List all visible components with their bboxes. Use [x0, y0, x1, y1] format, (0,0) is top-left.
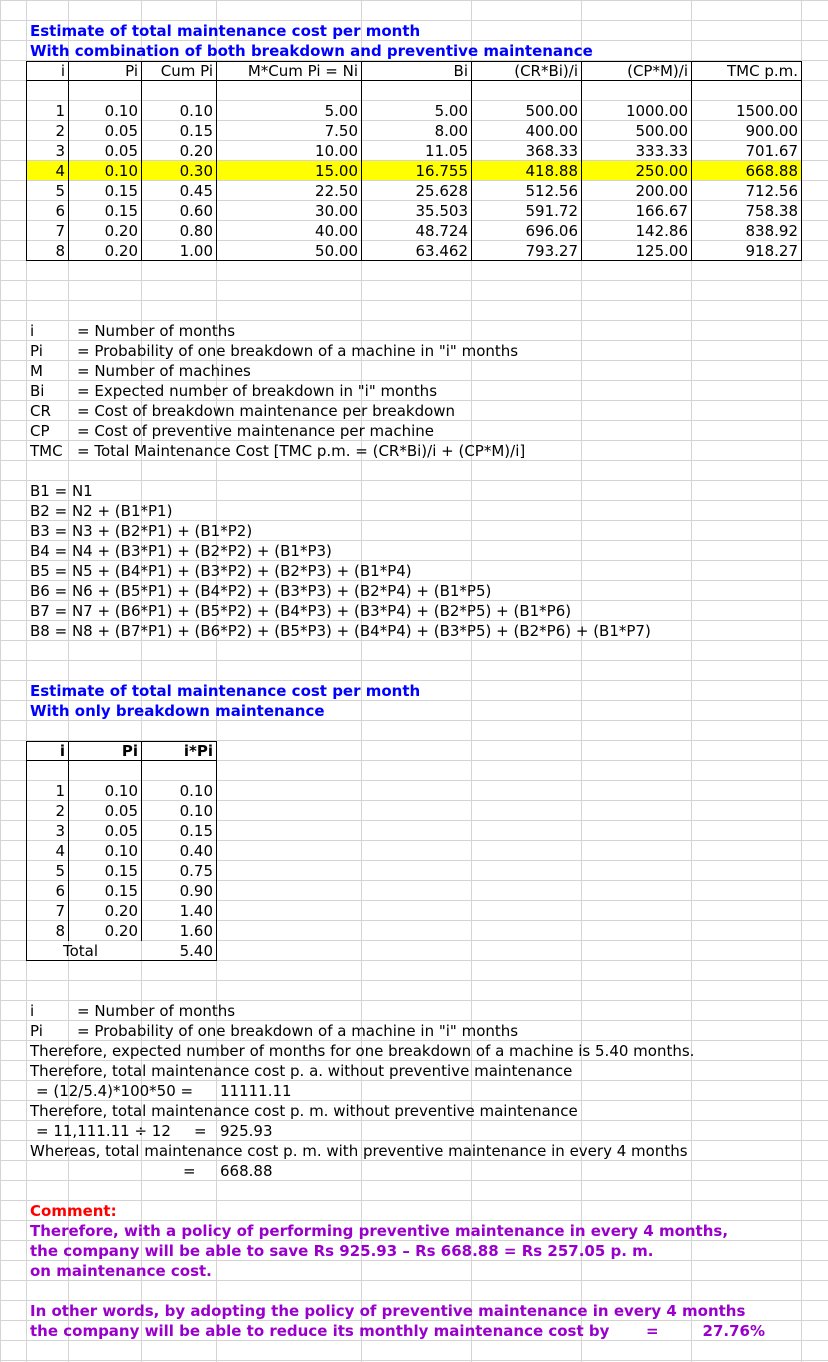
- table1-cell: 0.15: [179, 122, 213, 140]
- calc-line: Therefore, expected number of months for one breakdown of a machine is 5.40 months.: [30, 1042, 695, 1060]
- table1-column-border: [471, 61, 472, 261]
- legend-symbol: CP: [30, 422, 50, 440]
- legend-description: = Number of months: [77, 322, 236, 340]
- table1-row-index: 1: [55, 102, 65, 120]
- table1-cell: 16.755: [415, 162, 468, 180]
- table1-cell: 0.45: [179, 182, 213, 200]
- table1-cell: 838.92: [745, 222, 798, 240]
- table2-header-1: Pi: [121, 742, 138, 760]
- table1-cell: 0.20: [104, 222, 138, 240]
- calc-value: 11111.11: [220, 1082, 292, 1100]
- table2-cell: 0.15: [104, 882, 138, 900]
- table1-column-border: [68, 61, 69, 261]
- table2-row-index: 1: [55, 782, 65, 800]
- table1-cell: 368.33: [525, 142, 578, 160]
- section2-subtitle: With only breakdown maintenance: [30, 702, 325, 720]
- table1-cell: 40.00: [315, 222, 358, 240]
- table1-cell: 1000.00: [625, 102, 688, 120]
- table2-total-label: Total: [63, 942, 99, 960]
- table2-cell: 0.05: [104, 802, 138, 820]
- table1-cell: 0.30: [179, 162, 213, 180]
- table1-header-7: TMC p.m.: [726, 62, 798, 80]
- table1-cell: 0.05: [104, 142, 138, 160]
- legend-description: = Probability of one breakdown of a machine in "i" months: [77, 1022, 519, 1040]
- table1-column-border: [26, 61, 27, 261]
- table1-cell: 48.724: [415, 222, 468, 240]
- table2-row-index: 7: [55, 902, 65, 920]
- legend-symbol: i: [30, 1002, 35, 1020]
- table2-header-2: i*Pi: [183, 742, 213, 760]
- section1-subtitle: With combination of both breakdown and preventive maintenance: [30, 42, 593, 60]
- table1-cell: 0.10: [104, 162, 138, 180]
- table1-cell: 591.72: [525, 202, 578, 220]
- table1-cell: 15.00: [315, 162, 358, 180]
- table1-row-index: 2: [55, 122, 65, 140]
- table1-cell: 0.20: [179, 142, 213, 160]
- table1-cell: 10.00: [315, 142, 358, 160]
- table1-header-6: (CP*M)/i: [627, 62, 688, 80]
- table1-cell: 0.05: [104, 122, 138, 140]
- legend-description: = Expected number of breakdown in "i" months: [77, 382, 438, 400]
- table1-row-index: 4: [55, 162, 65, 180]
- table2-cell: 0.10: [104, 782, 138, 800]
- table1-cell: 142.86: [635, 222, 688, 240]
- table2-row-index: 5: [55, 862, 65, 880]
- table2-cell: 0.75: [179, 862, 213, 880]
- legend-description: = Total Maintenance Cost [TMC p.m. = (CR*Bi)/i + (CP*M)/i]: [77, 442, 526, 460]
- table2-total-value: 5.40: [179, 942, 213, 960]
- table1-cell: 333.33: [635, 142, 688, 160]
- table2-column-border: [141, 741, 142, 941]
- table1-cell: 793.27: [525, 242, 578, 260]
- legend-description: = Number of machines: [77, 362, 251, 380]
- table2-cell: 0.15: [104, 862, 138, 880]
- formula-line: B7 = N7 + (B6*P1) + (B5*P2) + (B4*P3) + (B3*P4) + (B2*P5) + (B1*P6): [30, 602, 572, 620]
- table1-row-index: 5: [55, 182, 65, 200]
- table1-cell: 418.88: [525, 162, 578, 180]
- table1-cell: 125.00: [635, 242, 688, 260]
- table1-cell: 1.00: [179, 242, 213, 260]
- table1-cell: 50.00: [315, 242, 358, 260]
- table2-cell: 0.20: [104, 902, 138, 920]
- table1-cell: 0.80: [179, 222, 213, 240]
- calc-equals: =: [194, 1122, 207, 1140]
- comment-line: on maintenance cost.: [30, 1262, 212, 1280]
- formula-line: B4 = N4 + (B3*P1) + (B2*P2) + (B1*P3): [30, 542, 332, 560]
- comment-line: In other words, by adopting the policy of preventive maintenance in every 4 months: [30, 1302, 746, 1320]
- table2-cell: 0.90: [179, 882, 213, 900]
- table1-cell: 512.56: [525, 182, 578, 200]
- calc-line: = 11,111.11 ÷ 12: [36, 1122, 171, 1140]
- table2-row-index: 4: [55, 842, 65, 860]
- table2-header-0: i: [59, 742, 65, 760]
- table2-row-index: 6: [55, 882, 65, 900]
- table1-cell: 0.60: [179, 202, 213, 220]
- section1-title: Estimate of total maintenance cost per month: [30, 22, 421, 40]
- formula-line: B5 = N5 + (B4*P1) + (B3*P2) + (B2*P3) + (B1*P4): [30, 562, 412, 580]
- table2-cell: 0.40: [179, 842, 213, 860]
- table1-column-border: [801, 61, 802, 261]
- comment-line: Therefore, with a policy of performing preventive maintenance in every 4 months,: [30, 1222, 729, 1240]
- calc-line: = (12/5.4)*100*50 =: [36, 1082, 194, 1100]
- legend-description: = Cost of breakdown maintenance per breakdown: [77, 402, 456, 420]
- table1-cell: 22.50: [315, 182, 358, 200]
- table1-cell: 5.00: [324, 102, 358, 120]
- formula-line: B3 = N3 + (B2*P1) + (B1*P2): [30, 522, 253, 540]
- table1-column-border: [581, 61, 582, 261]
- table1-row-index: 6: [55, 202, 65, 220]
- table1-header-3: M*Cum Pi = Ni: [247, 62, 358, 80]
- table1-cell: 696.06: [525, 222, 578, 240]
- formula-line: B1 = N1: [30, 482, 93, 500]
- table1-header-0: i: [60, 62, 65, 80]
- calc-value: 668.88: [220, 1162, 273, 1180]
- legend-symbol: Bi: [30, 382, 45, 400]
- legend-description: = Cost of preventive maintenance per machine: [77, 422, 434, 440]
- comment-line: the company will be able to reduce its monthly maintenance cost by: [30, 1322, 610, 1340]
- table1-row-index: 7: [55, 222, 65, 240]
- legend-symbol: TMC: [30, 442, 63, 460]
- section2-title: Estimate of total maintenance cost per month: [30, 682, 421, 700]
- table1-cell: 11.05: [425, 142, 468, 160]
- table1-column-border: [216, 61, 217, 261]
- calc-line: Therefore, total maintenance cost p. a. without preventive maintenance: [30, 1062, 573, 1080]
- table2-cell: 1.60: [179, 922, 213, 940]
- table2-row-index: 3: [55, 822, 65, 840]
- table1-cell: 712.56: [745, 182, 798, 200]
- table1-row-index: 8: [55, 242, 65, 260]
- legend-description: = Probability of one breakdown of a machine in "i" months: [77, 342, 519, 360]
- table1-cell: 758.38: [745, 202, 798, 220]
- table1-cell: 63.462: [415, 242, 468, 260]
- table2-cell: 0.10: [179, 782, 213, 800]
- table1-row-index: 3: [55, 142, 65, 160]
- formula-line: B6 = N6 + (B5*P1) + (B4*P2) + (B3*P3) + (B2*P4) + (B1*P5): [30, 582, 492, 600]
- table1-cell: 0.20: [104, 242, 138, 260]
- table1-cell: 1500.00: [735, 102, 798, 120]
- table1-column-border: [141, 61, 142, 261]
- table2-column-border: [216, 741, 217, 961]
- formula-line: B2 = N2 + (B1*P1): [30, 502, 173, 520]
- table2-row-index: 2: [55, 802, 65, 820]
- table1-cell: 918.27: [745, 242, 798, 260]
- table2-cell: 0.05: [104, 822, 138, 840]
- legend-symbol: M: [30, 362, 43, 380]
- table1-cell: 500.00: [525, 102, 578, 120]
- table1-cell: 7.50: [324, 122, 358, 140]
- table1-cell: 0.15: [104, 202, 138, 220]
- table1-header-1: Pi: [125, 62, 138, 80]
- table1-cell: 250.00: [635, 162, 688, 180]
- comment-equals: =: [646, 1322, 659, 1340]
- calc-line: Therefore, total maintenance cost p. m. without preventive maintenance: [30, 1102, 578, 1120]
- table1-cell: 900.00: [745, 122, 798, 140]
- legend-symbol: i: [30, 322, 35, 340]
- table2-column-border: [26, 741, 27, 961]
- legend-symbol: Pi: [30, 342, 43, 360]
- table1-cell: 25.628: [415, 182, 468, 200]
- table2-cell: 0.20: [104, 922, 138, 940]
- table1-header-5: (CR*Bi)/i: [514, 62, 578, 80]
- table1-cell: 5.00: [434, 102, 468, 120]
- calc-equals: =: [183, 1162, 196, 1180]
- table1-header-2: Cum Pi: [160, 62, 213, 80]
- calc-value: 925.93: [220, 1122, 273, 1140]
- table1-cell: 400.00: [525, 122, 578, 140]
- table1-cell: 0.15: [104, 182, 138, 200]
- comment-line: the company will be able to save Rs 925.93 – Rs 668.88 = Rs 257.05 p. m.: [30, 1242, 654, 1260]
- table1-cell: 0.10: [104, 102, 138, 120]
- table1-cell: 701.67: [745, 142, 798, 160]
- comment-percentage: 27.76%: [702, 1322, 765, 1340]
- table1-cell: 35.503: [415, 202, 468, 220]
- table1-cell: 8.00: [434, 122, 468, 140]
- table2-row-index: 8: [55, 922, 65, 940]
- legend-description: = Number of months: [77, 1002, 236, 1020]
- table1-column-border: [361, 61, 362, 261]
- table1-column-border: [691, 61, 692, 261]
- table1-cell: 30.00: [315, 202, 358, 220]
- table2-cell: 0.15: [179, 822, 213, 840]
- table1-cell: 200.00: [635, 182, 688, 200]
- legend-symbol: Pi: [30, 1022, 43, 1040]
- table1-cell: 0.10: [179, 102, 213, 120]
- calc-line: Whereas, total maintenance cost p. m. with preventive maintenance in every 4 months: [30, 1142, 688, 1160]
- table1-cell: 668.88: [745, 162, 798, 180]
- table2-cell: 0.10: [104, 842, 138, 860]
- comment-label: Comment:: [30, 1202, 117, 1220]
- legend-symbol: CR: [30, 402, 51, 420]
- table2-cell: 0.10: [179, 802, 213, 820]
- table2-cell: 1.40: [179, 902, 213, 920]
- table1-cell: 166.67: [635, 202, 688, 220]
- table2-column-border: [68, 741, 69, 941]
- formula-line: B8 = N8 + (B7*P1) + (B6*P2) + (B5*P3) + (B4*P4) + (B3*P5) + (B2*P6) + (B1*P7): [30, 622, 651, 640]
- table1-cell: 500.00: [635, 122, 688, 140]
- table1-header-4: Bi: [453, 62, 468, 80]
